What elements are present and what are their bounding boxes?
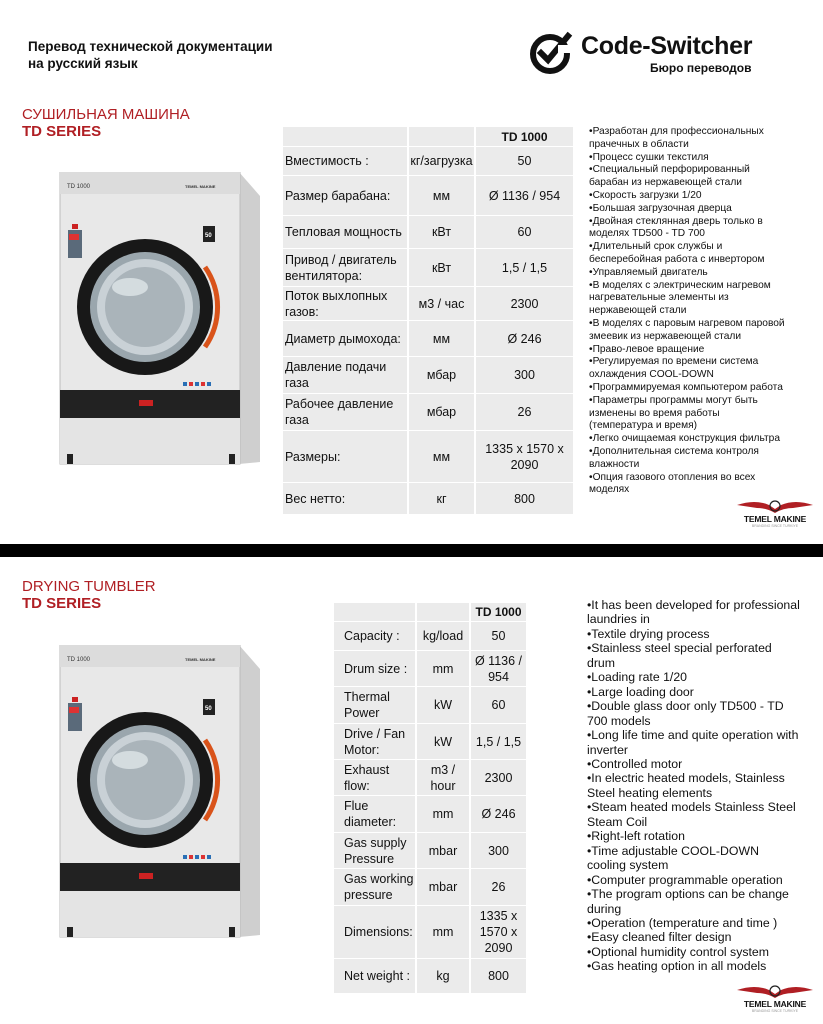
spec-value-text: 60 (491, 698, 506, 712)
spec-unit-text: кг/загрузка (410, 154, 473, 168)
feature-item: •Управляемый двигатель (589, 266, 708, 278)
spec-value (471, 651, 526, 686)
table-row (334, 724, 526, 759)
spec-unit (417, 760, 471, 795)
spec-label-text: Размеры: (285, 449, 341, 464)
spec-label-text: Вместимость : (285, 154, 369, 168)
spec-unit (409, 321, 476, 356)
logo-name: Code-Switcher (581, 32, 753, 60)
spec-value-text: 26 (517, 405, 532, 419)
spec-value (471, 796, 526, 832)
spec-label-text: Давление подачи газа (285, 360, 387, 390)
feature-item: •Easy cleaned filter design (587, 930, 732, 945)
table-header-row (283, 127, 573, 146)
spec-value (476, 357, 573, 393)
table-row (334, 622, 526, 650)
table-row (334, 796, 526, 832)
spec-value (471, 724, 526, 759)
spec-value (471, 622, 526, 650)
spec-label-text: Диаметр дымохода: (285, 331, 401, 346)
spec-unit-text: кВт (431, 260, 452, 275)
header-title (28, 38, 273, 72)
table-row (334, 687, 526, 723)
ru-section-subtitle: TD SERIES (22, 123, 102, 140)
spec-unit-text: kW (433, 698, 453, 712)
spec-label (334, 622, 417, 650)
spec-label-text: Вес нетто: (285, 491, 346, 506)
spec-value-text: 2300 (484, 770, 513, 785)
spec-value (471, 760, 526, 795)
spec-label-text: Dimensions: (344, 925, 413, 939)
spec-label-text: Drum size : (344, 661, 408, 676)
capacity-badge: 50 (205, 233, 212, 239)
spec-label (334, 869, 417, 905)
feature-item: •Право-левое вращение (589, 343, 705, 355)
spec-label-text: Тепловая мощность (285, 225, 402, 239)
spec-unit (409, 287, 476, 320)
spec-unit (417, 622, 471, 650)
spec-label-text: Рабочее давление газа (285, 397, 394, 427)
spec-unit (417, 833, 471, 868)
feature-item: •Двойная стеклянная дверь только в моделях TD500 - TD 700 (589, 215, 763, 240)
spec-label (283, 249, 409, 286)
feature-item: •Textile drying process (587, 626, 710, 641)
feature-item: •Loading rate 1/20 (587, 670, 688, 685)
spec-label (283, 321, 409, 356)
spec-value-text: 1335 x 1570 x 2090 (485, 441, 564, 472)
spec-label (283, 483, 409, 514)
feature-item: •In electric heated models, Stainless Steel heating elements (587, 771, 785, 800)
table-header-cell (334, 603, 417, 621)
table-row (283, 357, 573, 393)
table-row (283, 287, 573, 320)
table-header-cell (283, 127, 409, 146)
spec-value (471, 959, 526, 993)
spec-unit-text: kW (433, 734, 453, 749)
spec-value (471, 833, 526, 868)
spec-unit (409, 216, 476, 248)
table-header-cell (417, 603, 471, 621)
feature-item: •В моделях с электрическим нагревом нагревательные элементы из нержавеющей стали (589, 279, 771, 317)
spec-unit (409, 249, 476, 286)
table-row (334, 906, 526, 958)
spec-unit (409, 147, 476, 175)
spec-unit-text: кВт (431, 225, 452, 239)
spec-value-text: Ø 246 (507, 331, 542, 346)
en-feature-list (587, 598, 813, 974)
spec-label (283, 176, 409, 215)
spec-label (283, 287, 409, 320)
table-row (334, 869, 526, 905)
spec-value (476, 176, 573, 215)
feature-item: •Optional humidity control system (587, 944, 769, 959)
spec-label-text: Exhaust flow: (344, 762, 390, 793)
spec-label (334, 651, 417, 686)
spec-label (283, 394, 409, 430)
spec-unit-text: м3 / час (418, 296, 465, 311)
spec-value-text: 50 (491, 629, 506, 643)
feature-item: •Легко очищаемая конструкция фильтра (589, 433, 780, 445)
feature-item: •Длительный срок службы и бесперебойная работа с инвертором (589, 241, 765, 265)
spec-value-text: 1335 x 1570 x 2090 (479, 909, 518, 955)
dryer-machine-image (55, 172, 265, 472)
table-header-row (334, 603, 526, 621)
brand-name: TEMEL MAKINE (743, 514, 807, 524)
spec-label-text: Привод / двигатель вентилятора: (285, 252, 397, 283)
feature-item: •Регулируемая по времени система охлаждения COOL-DOWN (589, 356, 759, 381)
en-spec-table (334, 602, 526, 994)
spec-unit-text: mm (432, 925, 454, 939)
spec-unit (417, 906, 471, 958)
temel-makine-logo-bottom (735, 984, 815, 1014)
table-row (283, 249, 573, 286)
feature-item: •The program options can be change during (587, 887, 789, 916)
temel-wings-icon (735, 499, 815, 515)
feature-item: •It has been developed for professional laundries in (587, 598, 800, 627)
brand-label: TEMEL MAKINE (185, 184, 216, 189)
spec-label-text: Drive / Fan Motor: (344, 726, 406, 757)
feature-item: •В моделях с паровым нагревом паровой змеевик из нержавеющей стали (589, 317, 785, 342)
spec-unit-text: kg (436, 969, 450, 983)
spec-unit-text: мм (432, 449, 451, 464)
spec-value-text: 1,5 / 1,5 (475, 734, 522, 749)
en-section-title: DRYING TUMBLER (22, 578, 156, 595)
spec-value (471, 869, 526, 905)
spec-unit-text: мм (432, 331, 451, 346)
brand-tagline: BRANDING SINCE TURKIYE (751, 524, 799, 528)
spec-value (476, 216, 573, 248)
header-title-line-1: Перевод технической документации (28, 39, 273, 54)
spec-value-text: Ø 1136 / 954 (474, 653, 523, 684)
brand-name: TEMEL MAKINE (743, 999, 807, 1009)
spec-value (471, 687, 526, 723)
spec-label-text: Gas working pressure (344, 872, 414, 902)
spec-unit-text: mm (432, 807, 454, 821)
spec-unit (417, 796, 471, 832)
feature-item: •Gas heating option in all models (587, 959, 767, 974)
spec-unit (417, 724, 471, 759)
feature-item: •Большая загрузочная дверца (589, 202, 732, 214)
model-label: TD 1000 (67, 184, 91, 190)
feature-item: •Процесс сушки текстиля (589, 151, 709, 163)
feature-item: •Controlled motor (587, 756, 683, 771)
spec-label-text: Поток выхлопных газов: (285, 288, 388, 319)
spec-label (283, 216, 409, 248)
spec-label-text: Flue diameter: (344, 799, 397, 829)
feature-item: •Time adjustable COOL-DOWN cooling system (587, 843, 759, 873)
feature-item: •Специальный перфорированный барабан из нержавеющей стали (589, 164, 750, 189)
en-section-subtitle: TD SERIES (22, 595, 102, 612)
spec-unit-text: мбар (426, 368, 457, 382)
header-title-line-2: на русский язык (28, 56, 138, 71)
table-row (334, 760, 526, 795)
table-header-cell: TD 1000 (471, 603, 526, 621)
spec-unit (409, 176, 476, 215)
spec-value (476, 431, 573, 482)
feature-item: •Stainless steel special perforated drum (587, 641, 772, 670)
spec-unit (409, 357, 476, 393)
spec-value (476, 483, 573, 514)
spec-unit-text: кг (436, 491, 447, 506)
spec-label-text: Capacity : (344, 629, 400, 643)
feature-item: •Опция газового отопления во всех моделях (589, 471, 756, 496)
feature-item: •Параметры программы могут быть изменены во время работы (температура и время) (589, 394, 758, 432)
spec-unit (417, 687, 471, 723)
ru-feature-list (589, 126, 815, 497)
spec-unit-text: мбар (426, 405, 457, 419)
spec-unit-text: mm (432, 661, 454, 676)
spec-value (476, 287, 573, 320)
table-row (283, 216, 573, 248)
spec-unit-text: mbar (428, 843, 458, 858)
temel-wings-icon (735, 984, 815, 1000)
spec-value-text: 300 (514, 368, 535, 382)
feature-item: •Double glass door only TD500 - TD 700 models (587, 699, 784, 728)
spec-value-text: 800 (488, 969, 509, 983)
spec-label (283, 357, 409, 393)
spec-unit-text: kg/load (422, 629, 464, 643)
spec-value-text: Ø 1136 / 954 (488, 188, 561, 203)
spec-value-text: 800 (514, 491, 535, 506)
spec-unit (417, 869, 471, 905)
spec-value-text: 60 (517, 225, 532, 239)
spec-value (476, 321, 573, 356)
spec-unit (409, 394, 476, 430)
spec-unit (417, 959, 471, 993)
spec-label (334, 687, 417, 723)
spec-label-text: Thermal Power (344, 690, 390, 720)
table-row (334, 651, 526, 686)
table-row (283, 394, 573, 430)
spec-value (476, 249, 573, 286)
brand-tagline: BRANDING SINCE TURKIYE (751, 1009, 799, 1013)
spec-value (471, 906, 526, 958)
spec-label (334, 959, 417, 993)
spec-label-text: Размер барабана: (285, 188, 391, 203)
spec-label (334, 833, 417, 868)
spec-unit (409, 431, 476, 482)
table-header-cell (409, 127, 476, 146)
spec-unit-text: m3 / hour (430, 762, 456, 793)
feature-item: •Computer programmable operation (587, 872, 783, 887)
table-row (283, 431, 573, 482)
spec-value-text: 50 (517, 154, 532, 168)
feature-item: •Программируемая компьютером работа (589, 381, 783, 393)
spec-label (334, 906, 417, 958)
ru-spec-table (283, 126, 573, 515)
temel-makine-logo-top (735, 499, 815, 529)
spec-unit (417, 651, 471, 686)
feature-item: •Разработан для профессиональных прачечных в области (589, 126, 764, 150)
spec-label (283, 147, 409, 175)
spec-label (283, 431, 409, 482)
spec-unit (409, 483, 476, 514)
spec-value-text: Ø 246 (481, 807, 516, 821)
spec-label-text: Net weight : (344, 969, 411, 983)
spec-label (334, 760, 417, 795)
spec-value (476, 394, 573, 430)
table-row (283, 147, 573, 175)
feature-item: •Steam heated models Stainless Steel Steam Coil (587, 800, 796, 829)
table-row (283, 176, 573, 215)
table-row (334, 959, 526, 993)
spec-unit-text: мм (432, 188, 451, 203)
capacity-badge: 50 (205, 706, 212, 712)
model-label: TD 1000 (67, 657, 91, 663)
brand-label: TEMEL MAKINE (185, 657, 216, 662)
spec-label-text: Gas supply Pressure (344, 835, 407, 866)
checkmark-circle-icon (528, 30, 574, 76)
table-row (334, 833, 526, 868)
spec-value-text: 2300 (510, 296, 539, 311)
feature-item: •Long life time and quite operation with inverter (587, 728, 799, 757)
spec-value-text: 1,5 / 1,5 (501, 260, 548, 275)
logo-subtitle: Бюро переводов (650, 61, 752, 75)
table-row (283, 321, 573, 356)
spec-label (334, 796, 417, 832)
feature-item: •Operation (temperature and time ) (587, 915, 778, 930)
section-divider (0, 544, 823, 557)
dryer-machine-image-en (55, 645, 265, 945)
spec-value (476, 147, 573, 175)
spec-value-text: 26 (491, 880, 506, 894)
code-switcher-logo (528, 30, 788, 76)
spec-value-text: 300 (488, 843, 509, 858)
spec-unit-text: mbar (428, 880, 458, 894)
spec-label (334, 724, 417, 759)
feature-item: •Дополнительная система контроля влажности (589, 445, 759, 470)
feature-item: •Large loading door (587, 684, 694, 699)
feature-item: •Скорость загрузки 1/20 (589, 189, 702, 201)
feature-item: •Right-left rotation (587, 829, 685, 844)
table-row (283, 483, 573, 514)
table-header-cell: TD 1000 (476, 127, 573, 146)
ru-section-title: СУШИЛЬНАЯ МАШИНА (22, 106, 190, 123)
